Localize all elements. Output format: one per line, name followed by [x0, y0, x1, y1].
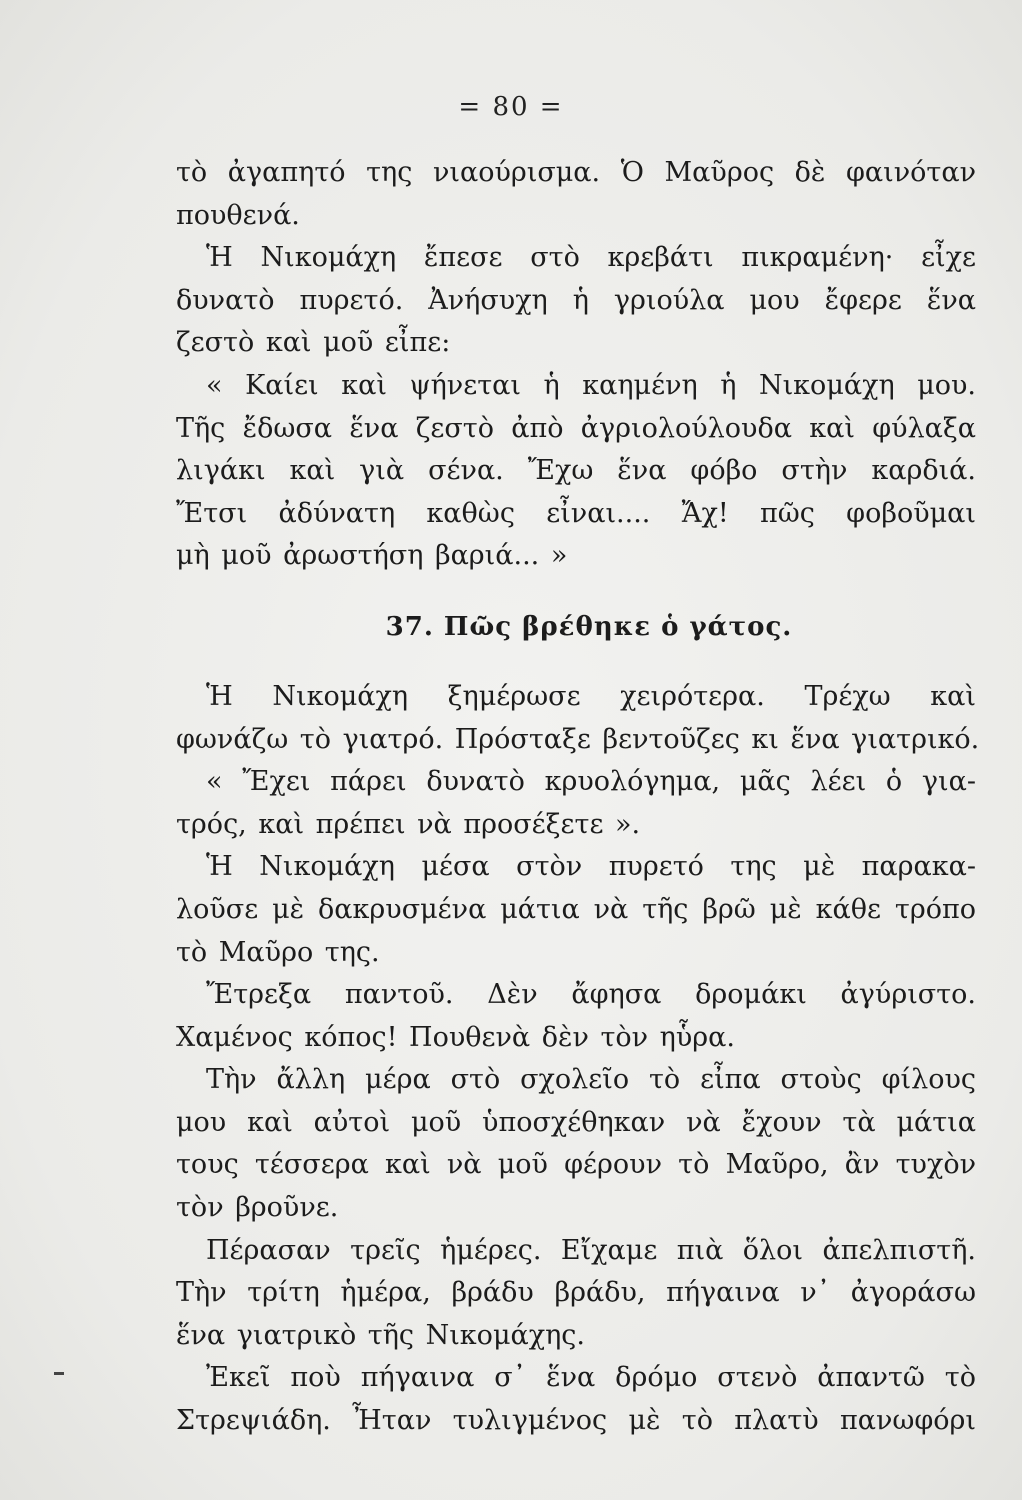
text-line: Χαμένος κόπος! Πουθενὰ δὲν τὸν ηὗρα.: [176, 1021, 735, 1053]
text-line: λοῦσε μὲ δακρυσμένα μάτια νὰ τῆς βρῶ μὲ κάθε τρόπο: [176, 893, 976, 925]
text-line: Ἡ Νικομάχη μέσα στὸν πυρετό της μὲ παρακα-: [206, 851, 976, 883]
chapter-heading: 37. Πῶς βρέθηκε ὁ γάτος.: [385, 611, 793, 642]
paragraphs-after-heading: [176, 676, 980, 1443]
margin-mark: [54, 1372, 64, 1375]
text-line: μὴ μοῦ ἀρωστήση βαριά... »: [176, 540, 568, 572]
text-line: φωνάζω τὸ γιατρό. Πρόσταξε βεντοῦζες κι ἕνα γιατρικό.: [176, 723, 980, 755]
text-line: Τῆς ἔδωσα ἕνα ζεστὸ ἀπὸ ἀγριολούλουδα καὶ φύλαξα: [176, 412, 976, 444]
text-line: τρός, καὶ πρέπει νὰ προσέξετε ».: [176, 808, 641, 840]
page-number: = 80 =: [458, 92, 564, 122]
text-line: μου καὶ αὐτοὶ μοῦ ὑποσχέθηκαν νὰ ἔχουν τὰ μάτια: [176, 1106, 976, 1138]
text-line: τὸ Μαῦρο της.: [176, 936, 380, 968]
text-line: Ἔτσι ἀδύνατη καθὼς εἶναι.... Ἄχ! πῶς φοβοῦμαι: [176, 497, 976, 529]
text-line: δυνατὸ πυρετό. Ἀνήσυχη ἡ γριούλα μου ἔφερε ἕνα: [176, 284, 976, 316]
text-line: Τὴν ἄλλη μέρα στὸ σχολεῖο τὸ εἶπα στοὺς φίλους: [206, 1064, 976, 1096]
text-line: πουθενά.: [176, 199, 300, 231]
text-line: « Ἔχει πάρει δυνατὸ κρυολόγημα, μᾶς λέει ὁ για-: [206, 766, 976, 798]
text-line: τὸν βροῦνε.: [176, 1192, 339, 1224]
text-line: λιγάκι καὶ γιὰ σένα. Ἔχω ἕνα φόβο στὴν καρδιά.: [176, 455, 976, 487]
text-line: ζεστὸ καὶ μοῦ εἶπε:: [176, 327, 451, 359]
text-line: Ἡ Νικομάχη ξημέρωσε χειρότερα. Τρέχω καὶ: [206, 680, 976, 712]
text-line: Τὴν τρίτη ἡμέρα, βράδυ βράδυ, πήγαινα ν᾽ ἀγοράσω: [176, 1277, 976, 1309]
text-line: Ἡ Νικομάχη ἔπεσε στὸ κρεβάτι πικραμένη· εἶχε: [206, 242, 976, 274]
text-line: ἕνα γιατρικὸ τῆς Νικομάχης.: [176, 1319, 585, 1351]
text-line: Ἔτρεξα παντοῦ. Δὲν ἄφησα δρομάκι ἀγύριστο.: [206, 979, 976, 1011]
text-block: [176, 152, 980, 1443]
text-line: « Καίει καὶ ψήνεται ἡ καημένη ἡ Νικομάχη μου.: [206, 369, 976, 401]
text-line: Πέρασαν τρεῖς ἡμέρες. Εἴχαμε πιὰ ὅλοι ἀπελπιστῆ.: [206, 1234, 976, 1266]
text-line: τους τέσσερα καὶ νὰ μοῦ φέρουν τὸ Μαῦρο, ἂν τυχὸν: [176, 1149, 976, 1181]
text-line: Ἐκεῖ ποὺ πήγαινα σ᾽ ἕνα δρόμο στενὸ ἀπαντῶ τὸ: [206, 1362, 976, 1394]
text-line: Στρεψιάδη. Ἦταν τυλιγμένος μὲ τὸ πλατὺ πανωφόρι: [176, 1405, 976, 1437]
text-line: τὸ ἀγαπητό της νιαούρισμα. Ὁ Μαῦρος δὲ φαινόταν: [176, 157, 976, 188]
paragraphs-before-heading: [176, 152, 976, 578]
